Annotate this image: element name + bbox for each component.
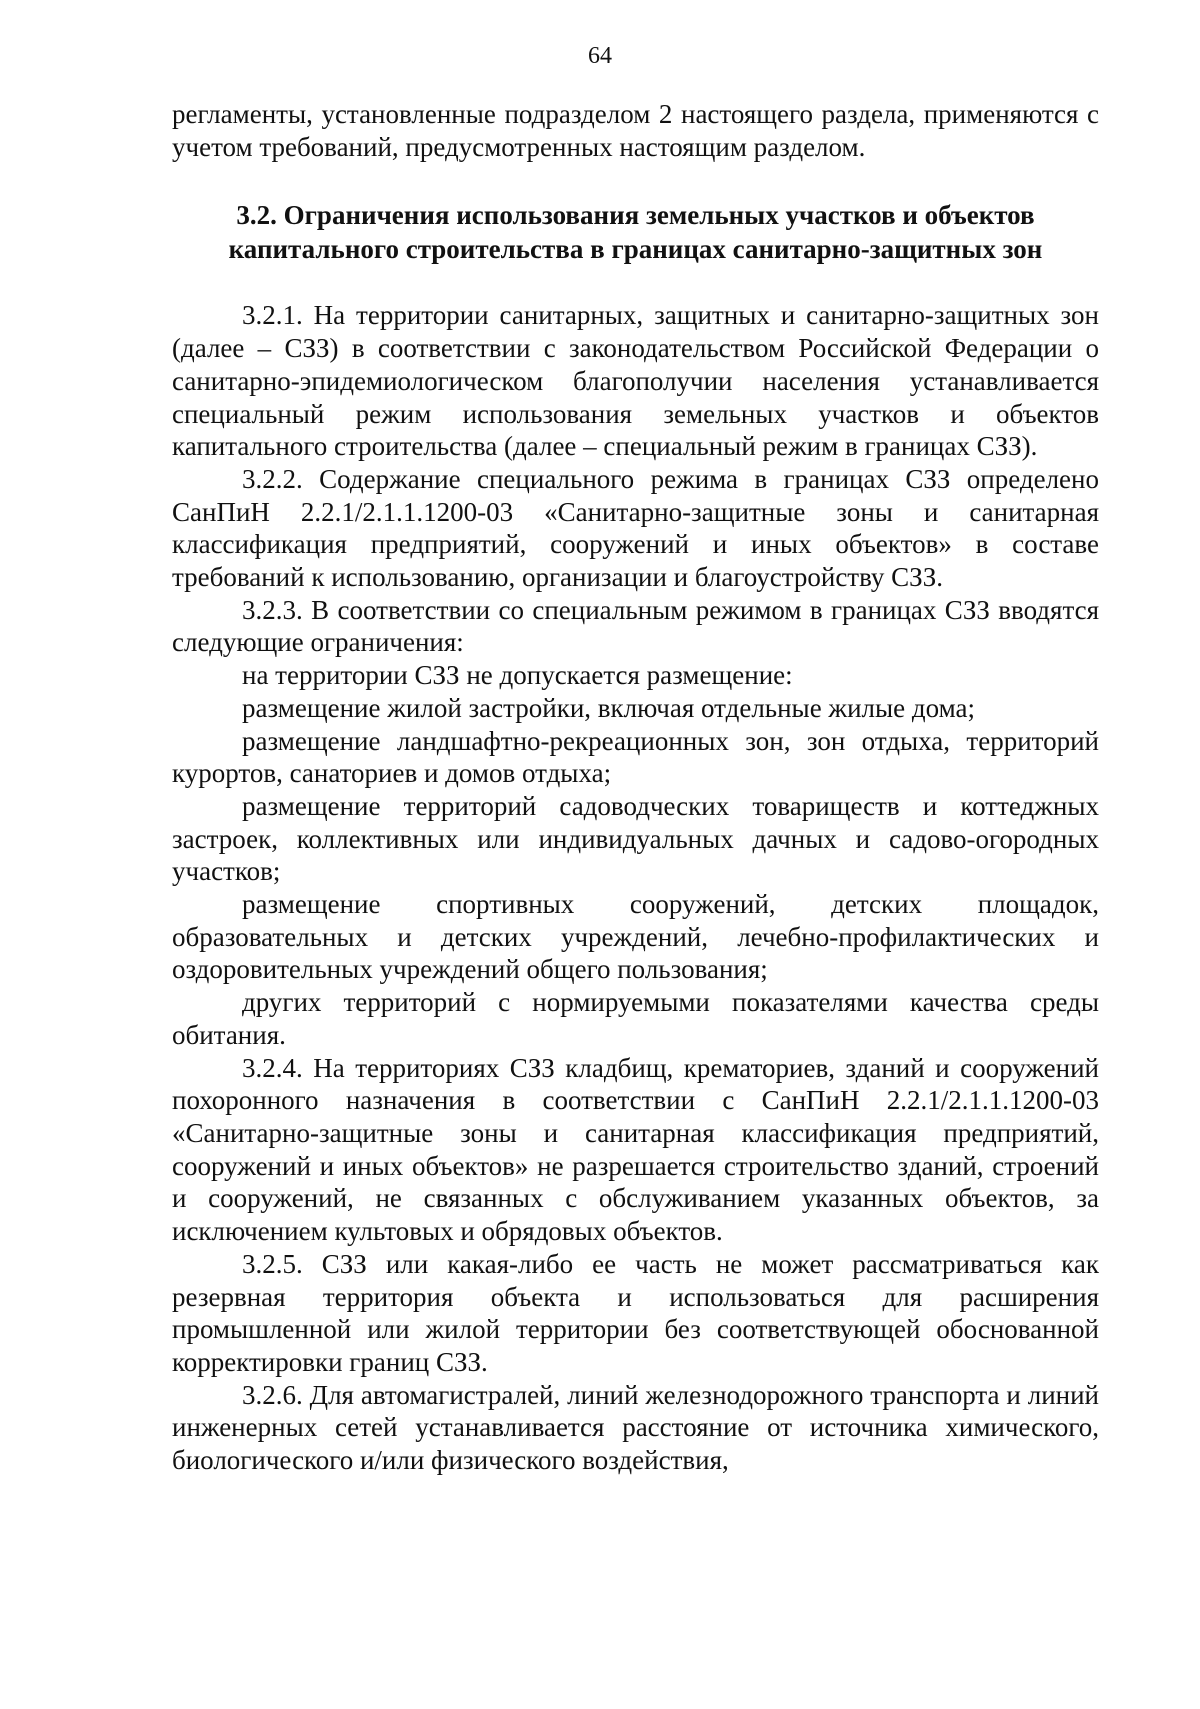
page-number: 64 bbox=[588, 43, 612, 69]
paragraph-3-2-6: 3.2.6. Для автомагистралей, линий железнодорожного транспорта и линий инженерных сетей устанавливается расстояние от источника химического, биологического и/или физического воздействия, bbox=[172, 1379, 1099, 1476]
paragraph-3-2-1: 3.2.1. На территории санитарных, защитных и санитарно-защитных зон (далее – СЗЗ) в соответствии с законодательством Российской Федерации о санитарно-эпидемиологическом благополучии населения устанавливается специальный режим использования земельных участков и объектов капитального строительства (далее – специальный режим в границах СЗЗ). bbox=[172, 300, 1099, 462]
paragraph-3-2-4: 3.2.4. На территориях СЗЗ кладбищ, крематориев, зданий и сооружений похоронного назначения в соответствии с СанПиН 2.2.1/2.1.1.1200-03 «Санитарно-защитные зоны и санитарная классификация предприятий, сооружений и иных объектов» не разрешается строительство зданий, строений и сооружений, не связанных с обслуживанием указанных объектов, за исключением культовых и обрядовых объектов. bbox=[172, 1052, 1099, 1247]
restriction-item: размещение ландшафтно-рекреационных зон, зон отдыха, территорий курортов, санаториев и домов отдыха; bbox=[172, 725, 1099, 789]
restriction-item: других территорий с нормируемыми показателями качества среды обитания. bbox=[172, 987, 1099, 1050]
intro-paragraph: регламенты, установленные подразделом 2 настоящего раздела, применяются с учетом требований, предусмотренных настоящим разделом. bbox=[172, 99, 1099, 162]
paragraph-3-2-3: 3.2.3. В соответствии со специальным режимом в границах СЗЗ вводятся следующие ограничения: bbox=[172, 594, 1099, 658]
section-heading-line-1: 3.2. Ограничения использования земельных участков и объектов bbox=[236, 200, 1035, 231]
section-heading bbox=[172, 198, 1099, 266]
restriction-item: размещение территорий садоводческих товариществ и коттеджных застроек, коллективных или индивидуальных дачных и садово-огородных участков; bbox=[172, 790, 1099, 887]
section-heading-line-2: капитального строительства в границах санитарно-защитных зон bbox=[228, 234, 1043, 265]
restriction-item: размещение спортивных сооружений, детских площадок, образовательных и детских учреждений, лечебно-профилактических и оздоровительных учреждений общего пользования; bbox=[172, 889, 1099, 985]
paragraph-3-2-5: 3.2.5. СЗЗ или какая-либо ее часть не может рассматриваться как резервная территория объекта и использоваться для расширения промышленной или жилой территории без соответствующей обоснованной корректировки границ СЗЗ. bbox=[172, 1248, 1099, 1377]
page-content bbox=[172, 98, 1099, 1477]
restriction-intro: на территории СЗЗ не допускается размещение: bbox=[242, 660, 793, 691]
paragraph-3-2-2: 3.2.2. Содержание специального режима в границах СЗЗ определено СанПиН 2.2.1/2.1.1.1200-03 «Санитарно-защитные зоны и санитарная классификация предприятий, сооружений и иных объектов» в составе требований к использованию, организации и благоустройству СЗЗ. bbox=[172, 463, 1099, 593]
restriction-item: размещение жилой застройки, включая отдельные жилые дома; bbox=[242, 692, 975, 723]
